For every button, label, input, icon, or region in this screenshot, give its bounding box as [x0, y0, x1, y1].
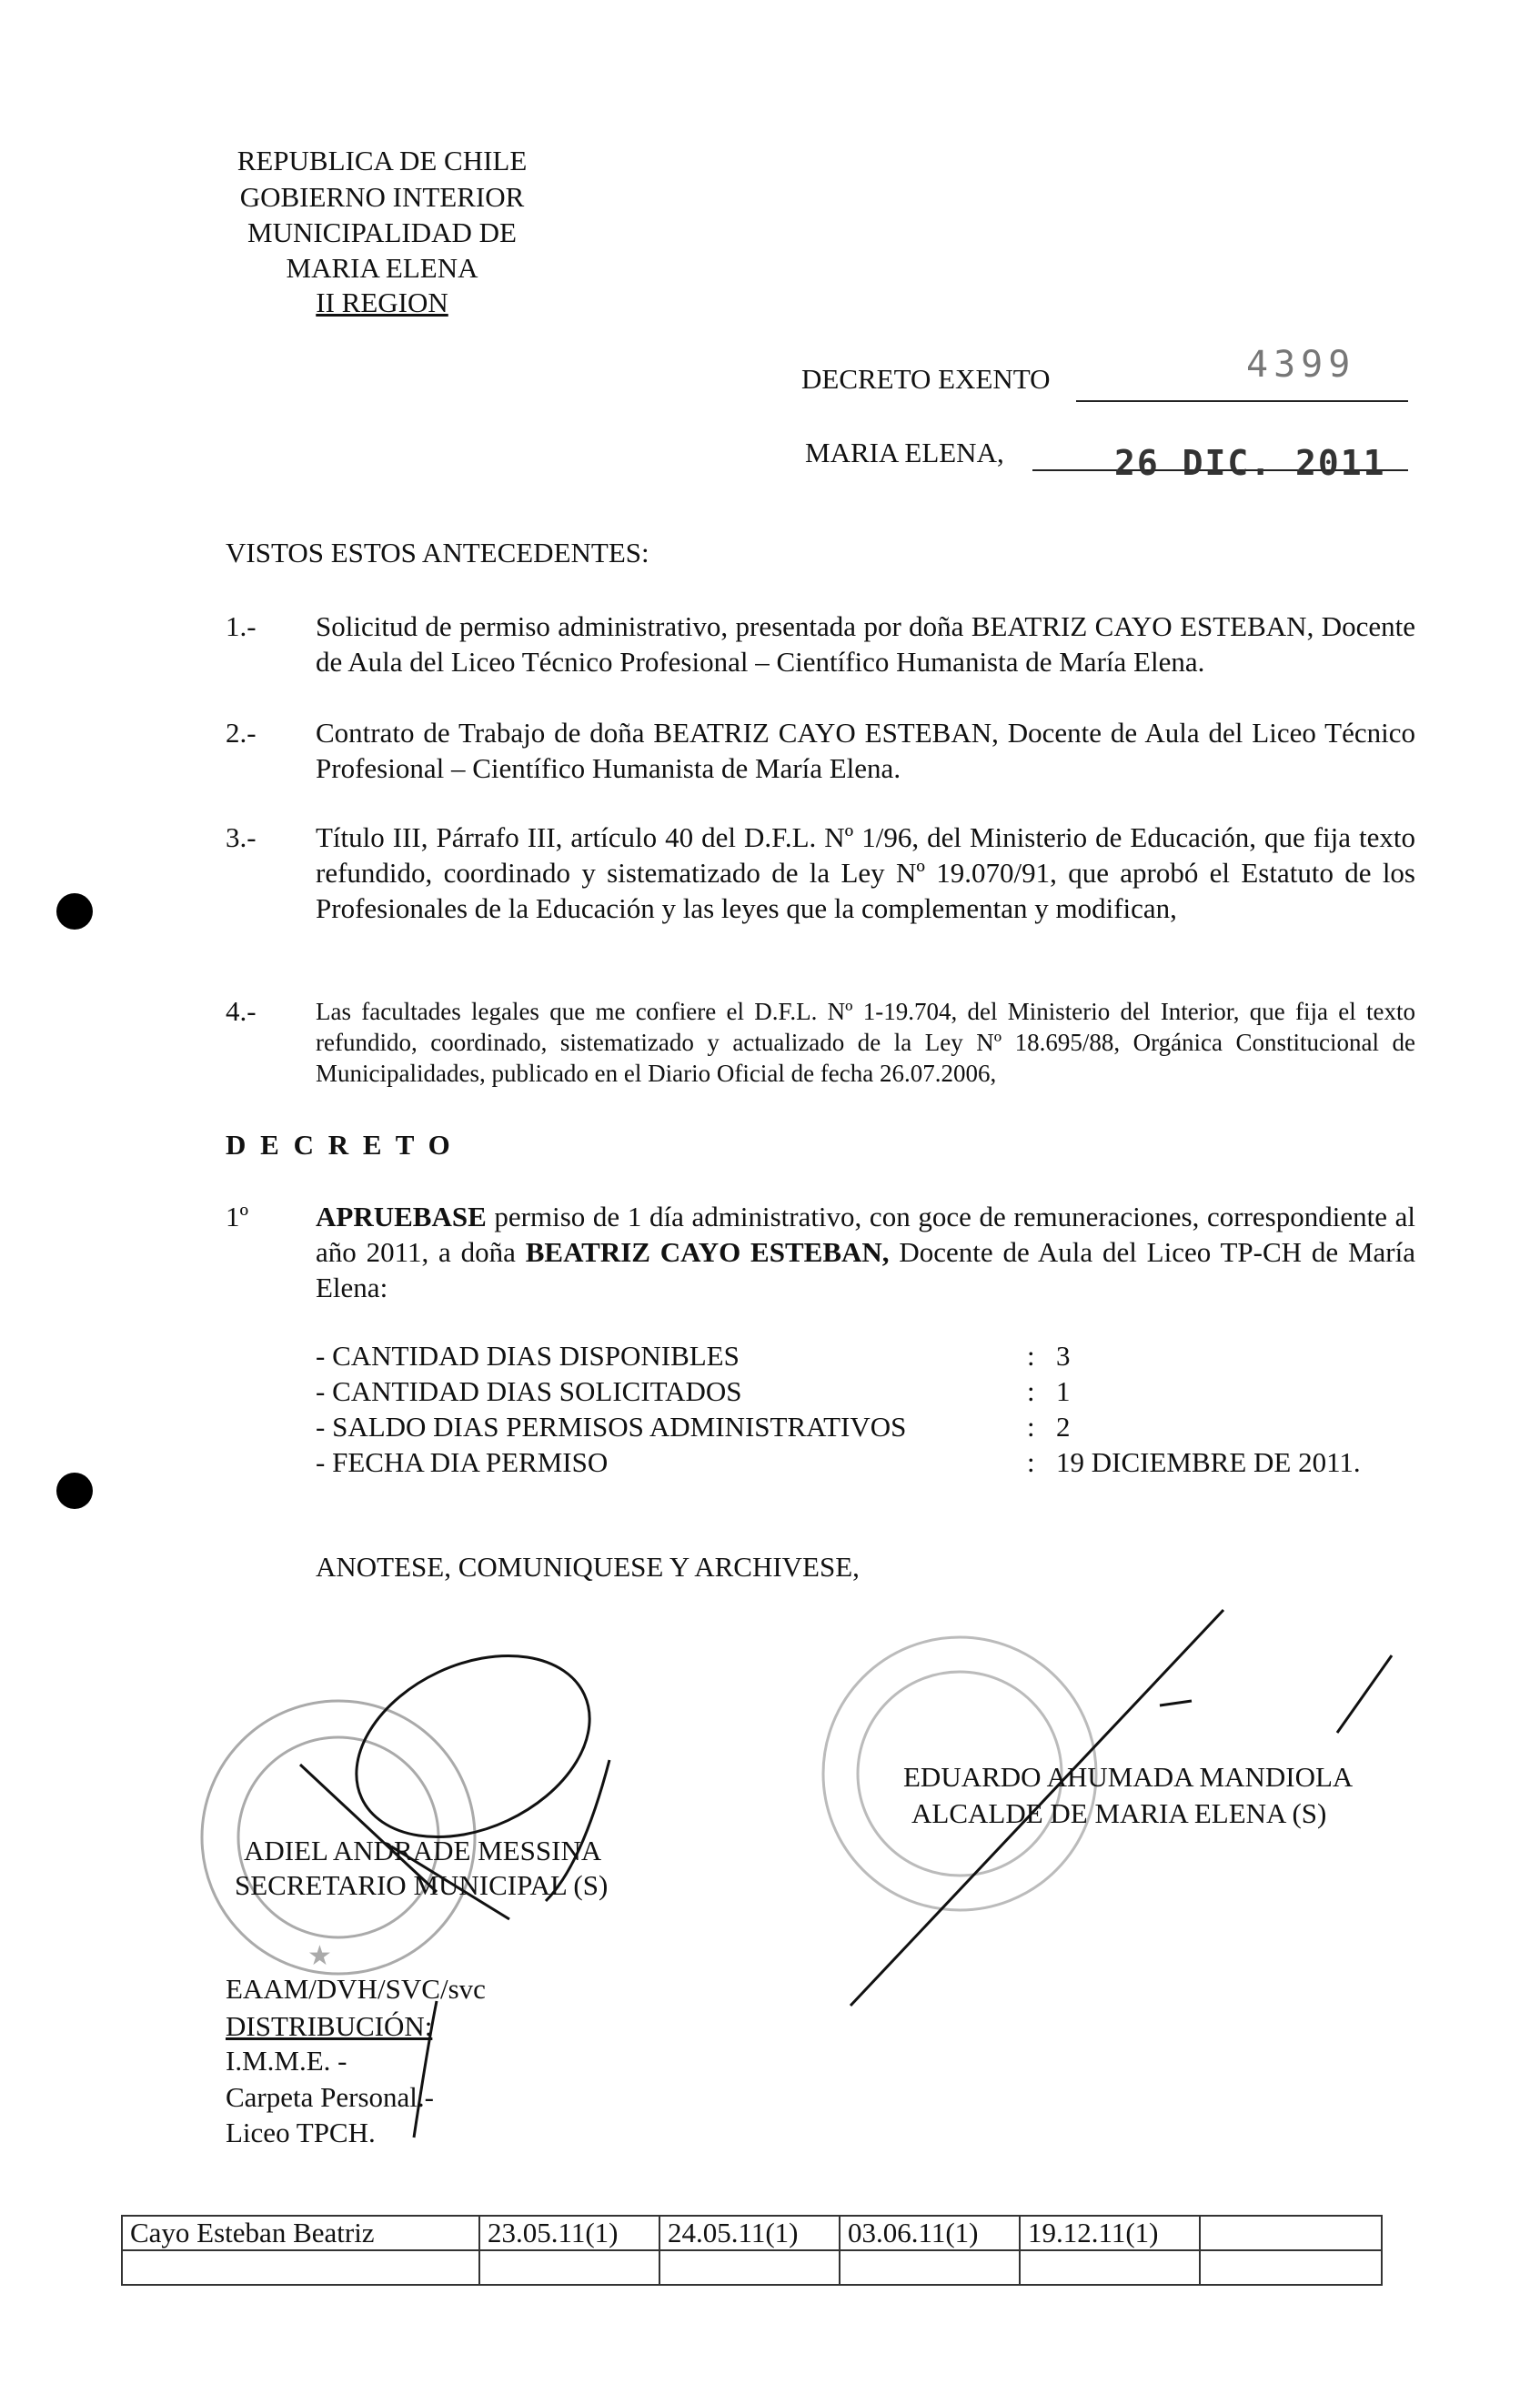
list-colon: :: [1027, 1340, 1035, 1372]
list-value: 2: [1056, 1411, 1071, 1443]
table-cell: [479, 2250, 659, 2285]
item-number: 4.-: [226, 995, 257, 1027]
list-label: - CANTIDAD DIAS DISPONIBLES: [316, 1340, 740, 1372]
table-row: [122, 2216, 1382, 2250]
header-line: REPUBLICA DE CHILE: [237, 145, 528, 176]
list-colon: :: [1027, 1375, 1035, 1407]
header-line: GOBIERNO INTERIOR: [239, 181, 525, 213]
decree-number: 4399: [1246, 344, 1356, 386]
article-number: 1º: [226, 1201, 249, 1232]
list-value: 1: [1056, 1375, 1071, 1407]
article-text-part: permiso de 1 día administrativo, con goce de remuneraciones, correspondiente al año 2011, a doña: [316, 1201, 1415, 1268]
mayor-title: ALCALDE DE MARIA ELENA (S): [911, 1797, 1327, 1829]
closing-text: ANOTESE, COMUNIQUESE Y ARCHIVESE,: [316, 1551, 860, 1583]
list-label: - FECHA DIA PERMISO: [316, 1446, 609, 1478]
table-row: [122, 2250, 1382, 2285]
item-text: Contrato de Trabajo de doña BEATRIZ CAYO ESTEBAN, Docente de Aula del Liceo Técnico Profesional – Científico Humanista de María Elena.: [316, 717, 1415, 784]
list-colon: :: [1027, 1446, 1035, 1478]
mayor-name: EDUARDO AHUMADA MANDIOLA: [903, 1761, 1354, 1793]
item-number: 3.-: [226, 821, 257, 853]
table-cell: [1200, 2250, 1382, 2285]
table-cell: [840, 2250, 1020, 2285]
distribution-item: Carpeta Personal.-: [226, 2081, 434, 2113]
table-cell: [659, 2250, 840, 2285]
secretary-title: SECRETARIO MUNICIPAL (S): [235, 1869, 609, 1901]
distribution-item: I.M.M.E. -: [226, 2045, 347, 2077]
permits-table: [121, 2215, 1383, 2286]
place-label: MARIA ELENA,: [805, 437, 1004, 468]
distribution-item: Liceo TPCH.: [226, 2117, 376, 2148]
article-text-part: Docente de Aula del Liceo TP-CH de María Elena:: [316, 1236, 1415, 1303]
header-line: MARIA ELENA: [286, 252, 478, 284]
list-label: - CANTIDAD DIAS SOLICITADOS: [316, 1375, 742, 1407]
table-cell: 03.06.11(1): [840, 2216, 1020, 2250]
vistos-title: VISTOS ESTOS ANTECEDENTES:: [226, 537, 649, 568]
item-number: 1.-: [226, 610, 257, 642]
list-colon: :: [1027, 1411, 1035, 1443]
table-cell: [1200, 2216, 1382, 2250]
item-number: 2.-: [226, 717, 257, 749]
employee-name: BEATRIZ CAYO ESTEBAN,: [525, 1236, 890, 1268]
stamp-star-icon: ★: [307, 1941, 332, 1971]
list-value: 19 DICIEMBRE DE 2011.: [1056, 1446, 1361, 1478]
decreto-title: D E C R E T O: [226, 1129, 454, 1161]
table-cell: 19.12.11(1): [1020, 2216, 1200, 2250]
item-text: Las facultades legales que me confiere el D.F.L. Nº 1-19.704, del Ministerio del Interior, que fija el texto refundido, coordinado, sistematizado y actualizado de la Ley Nº 18.695/88, Orgánica Constitucional de Municipalidades, publicado en el Diario Oficial de fecha 26.07.2006,: [316, 998, 1415, 1087]
distribution-title: DISTRIBUCIÓN:: [226, 2010, 433, 2042]
item-text: Título III, Párrafo III, artículo 40 del D.F.L. Nº 1/96, del Ministerio de Educación, que fija texto refundido, coordinado y sistematizado de la Ley Nº 19.070/91, que aprobó el Estatuto de los Profesionales de la Educación y las leyes que la complementan y modifican,: [316, 821, 1415, 924]
list-label: - SALDO DIAS PERMISOS ADMINISTRATIVOS: [316, 1411, 907, 1443]
table-cell: 24.05.11(1): [659, 2216, 840, 2250]
list-value: 3: [1056, 1340, 1071, 1372]
decree-label: DECRETO EXENTO: [801, 363, 1051, 395]
approve-word: APRUEBASE: [316, 1201, 487, 1232]
table-cell: Cayo Esteban Beatriz: [122, 2216, 479, 2250]
header-line: MUNICIPALIDAD DE: [247, 216, 517, 248]
initials: EAAM/DVH/SVC/svc: [226, 1973, 486, 2005]
header-region: II REGION: [316, 287, 448, 318]
item-text: Solicitud de permiso administrativo, presentada por doña BEATRIZ CAYO ESTEBAN, Docente de Aula del Liceo Técnico Profesional – Científico Humanista de María Elena.: [316, 610, 1415, 678]
table-cell: [1020, 2250, 1200, 2285]
decree-date-stamp: 26 DIC. 2011: [1114, 443, 1386, 483]
table-cell: [122, 2250, 479, 2285]
secretary-name: ADIEL ANDRADE MESSINA: [244, 1835, 602, 1866]
table-cell: 23.05.11(1): [479, 2216, 659, 2250]
